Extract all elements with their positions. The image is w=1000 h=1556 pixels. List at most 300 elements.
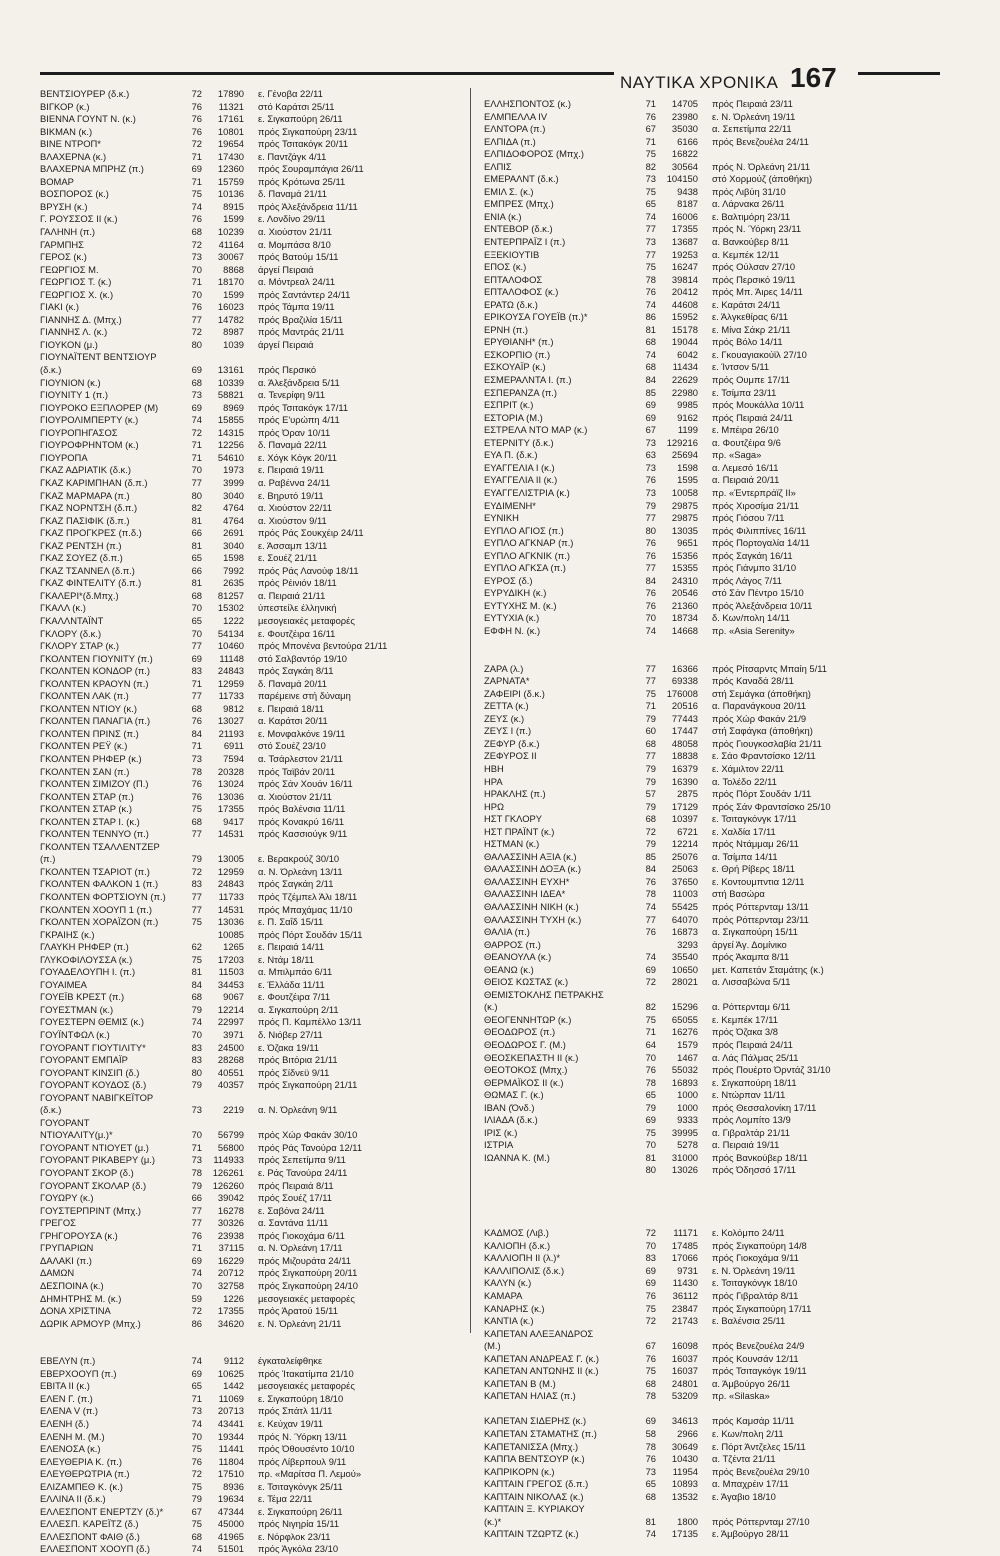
tonnage: 16037 [671,1365,698,1377]
ship-name: ΕΡΝΗ (π.) [484,323,528,335]
tonnage: 16006 [671,210,698,222]
build-year: 62 [191,941,202,953]
ship-name: ΕΛΛΕΣΠΟΝΤ ΦΑΙΘ (δ.) [40,1530,140,1542]
position: ε. Μονφαλκόνε 19/11 [258,727,346,739]
ship-name [484,1202,632,1215]
position: πρός Πόρτ Σουδάν 1/11 [712,788,812,800]
build-year: 86 [191,1317,202,1329]
tonnage: 23938 [217,1229,244,1241]
ship-entry [40,1493,445,1506]
position: πρός Άρατού 15/11 [258,1305,338,1317]
position: ε. Ν. Όρλεάνη 21/11 [258,1317,342,1329]
tonnage: 31000 [671,1151,698,1163]
position: πρός Άκαμπα 8/11 [712,951,790,963]
build-year: 74 [645,951,656,963]
ship-name: ΕΥΠΛΟ ΑΓΙΟΣ (π.) [484,524,564,536]
position: πρός Μπ. Άιρες 14/11 [712,286,803,298]
position: άργεί Πειραιά [258,338,314,350]
position: δ. Νιόβερ 27/11 [258,1029,323,1041]
tonnage: 17129 [671,800,698,812]
ship-entry [484,964,944,977]
ship-name: ΓΚΑΛΛΝΤΑΪΝΤ [40,614,104,626]
build-year: 74 [645,210,656,222]
position: πρός Φιλιππίνες 16/11 [712,524,807,536]
ship-entry [40,565,445,578]
ship-entry [40,1330,445,1343]
tonnage: 16390 [671,775,698,787]
ship-name: ΚΑΛΥΝ (κ.) [484,1277,532,1289]
position: πρός Σουέζ 17/11 [258,1192,332,1204]
ship-name: ΕΝΤΕΡΠΡΑΪΖ Ι (π.) [484,236,566,248]
build-year: 79 [645,499,656,511]
tonnage: 1579 [677,1039,698,1051]
ship-entry [40,954,445,967]
build-year [632,939,656,952]
build-year [176,1343,202,1356]
ship-name: ΚΑΠΤΑΙΝ ΝΙΚΟΛΑΣ (κ.) [484,1490,584,1502]
tonnage: 11434 [672,361,698,373]
position: ε. Κολόμπο 24/11 [712,1227,785,1239]
tonnage: 10136 [217,188,244,200]
tonnage: 10625 [217,1367,244,1379]
build-year: 84 [191,978,202,990]
build-year: 83 [645,1252,656,1264]
ship-name: ΘΕΟΓΕΝΝΗΤΩΡ (κ.) [484,1013,572,1025]
position: πρός Γιβραλτάρ 8/11 [712,1289,799,1301]
build-year: 70 [191,263,202,275]
build-year: 69 [645,399,656,411]
position: στό Σάν Πέντρο 15/10 [712,587,804,599]
tonnage: 39995 [671,1126,698,1138]
ship-name: ΕΛΠΙΔΟΦΟΡΟΣ (Μπχ.) [484,148,585,160]
build-year [176,351,202,364]
ship-name: ΙΛΙΑΔΑ (δ.κ.) [484,1114,538,1126]
tonnage: 1222 [223,614,244,626]
ship-entry [484,713,944,726]
ship-name: ΕΥΑΓΓΕΛΙΑ ΙΙ (κ.) [484,474,558,486]
tonnage: 16366 [671,662,698,674]
ship-entry [484,1315,944,1328]
tonnage: 9333 [677,1114,698,1126]
build-year: 78 [645,1390,656,1402]
ship-name: ΓΚΟΛΝΤΕΝ ΤΕΝΝΥΟ (π.) [40,828,149,840]
tonnage: 8868 [223,263,244,275]
ship-entry [484,1441,944,1454]
build-year: 69 [191,401,202,413]
build-year: 76 [191,301,202,313]
ship-name: ΓΙΑΚΙ (κ.) [40,301,80,313]
ship-name: ΒΛΑΧΕΡΝΑ (κ.) [40,150,107,162]
position [244,1092,258,1105]
tonnage: 48058 [671,737,698,749]
ship-entry [484,525,944,538]
ship-entry [484,989,944,1002]
position: μεσογειακές μεταφορές [258,614,355,626]
build-year: 73 [645,173,656,185]
position: α. Ραβέννα 24/11 [258,476,331,488]
build-year: 78 [645,1076,656,1088]
build-year: 75 [191,1518,202,1530]
build-year: 73 [645,1465,656,1477]
tonnage: 25076 [671,850,698,862]
build-year: 60 [645,725,656,737]
tonnage: 11069 [218,1392,244,1404]
ship-name: ΓΚΟΛΝΤΕΝ ΧΟΡΑΪΖΟΝ (π.) [40,916,159,928]
tonnage: 16822 [671,148,698,160]
ship-entry [40,1092,445,1105]
ship-name: ΓΕΩΡΓΙΟΣ Τ. (κ.) [40,276,112,288]
right-column-list [484,98,944,1541]
tonnage: 16873 [671,926,698,938]
tonnage: 13026 [671,1164,698,1176]
ship-name: ΚΑΠΕΤΑΝΙΣΣΑ (Μπχ.) [484,1440,579,1452]
build-year: 68 [191,376,202,388]
position: α. Χιούστον 21/11 [258,226,332,238]
build-year: 75 [645,1126,656,1138]
ship-entry [40,766,445,779]
ship-entry [484,374,944,387]
ship-name: ΓΚΑΖ ΦΙΝΤΕΛΙΤΥ (δ.π.) [40,577,142,589]
tonnage: 22629 [671,374,698,386]
tonnage: 18170 [217,276,244,288]
ship-name: ΓΚΟΛΝΤΕΝ ΠΡΙΝΣ (π.) [40,727,139,739]
build-year: 74 [191,200,202,212]
tonnage: 69338 [671,675,698,687]
position: πρός Χώρ Φακάν 30/10 [258,1129,358,1141]
ship-entry [484,650,944,663]
ship-entry [484,286,944,299]
position: πρός Βιτόρια 21/11 [258,1054,338,1066]
ship-name: (δ.κ.) [40,1104,62,1116]
ship-entry [40,665,445,678]
build-year: 71 [191,677,202,689]
ship-entry [484,1227,944,1240]
tonnage: 15759 [217,175,244,187]
build-year: 76 [191,125,202,137]
ship-entry [40,904,445,917]
ship-entry [40,427,445,440]
tonnage: 19044 [671,336,698,348]
position: α. Ρόττερνταμ 6/11 [712,1001,791,1013]
tonnage: 16098 [671,1340,698,1352]
ship-name: ΓΑΡΜΠΗΣ [40,238,84,250]
tonnage: 34613 [671,1415,698,1427]
tonnage: 20516 [671,700,698,712]
tonnage: 6911 [223,740,244,752]
ship-entry [484,1516,944,1529]
position: ε. Σουέζ 21/11 [258,552,318,564]
position: πρός Σιγκαπούρη 24/10 [258,1279,358,1291]
position: πρός Μπαχάμας 11/10 [258,903,353,915]
build-year: 78 [645,1440,656,1452]
build-year: 68 [191,1530,202,1542]
ship-name: ΕΤΕΡΝΙΤΥ (δ.κ.) [484,436,554,448]
build-year: 79 [191,1003,202,1015]
ship-entry [40,1267,445,1280]
ship-name: ΚΑΠΕΤΑΝ ΣΙΔΕΡΗΣ (κ.) [484,1415,587,1427]
tonnage: 11503 [218,966,244,978]
ship-name: ΖΕΥΣ Ι (π.) [484,725,532,737]
ship-name: ΕΣΠΕΡΑΝΖΑ (π.) [484,386,558,398]
ship-entry [484,136,944,149]
build-year: 81 [191,966,202,978]
build-year: 79 [645,800,656,812]
build-year: 77 [645,675,656,687]
build-year: 71 [191,1392,202,1404]
tonnage: 4764 [223,502,244,514]
tonnage: 13036 [217,790,244,802]
tonnage [656,650,698,663]
build-year: 67 [645,1340,656,1352]
ship-entry [40,301,445,314]
position: στή Βασώρα [712,888,765,900]
build-year: 71 [645,1026,656,1038]
position: πρός Ρόττερνταμ 23/11 [712,913,809,925]
tonnage: 14531 [217,903,244,915]
build-year: 85 [645,850,656,862]
position: πρός Γιάνμπο 31/10 [712,562,797,574]
ship-name: ΚΑΠΕΤΑΝ ΑΝΔΡΕΑΣ Γ. (κ.) [484,1352,599,1364]
position: α. Χιούστον 21/11 [258,790,332,802]
position: ε. Σαβόνα 24/11 [258,1204,325,1216]
tonnage: 11321 [218,100,244,112]
ship-name: ΙΡΙΣ (κ.) [484,1126,518,1138]
ship-name: ΕΥΤΥΧΙΑ (κ.) [484,612,540,624]
position: πρός Ταϊβάν 20/11 [258,765,336,777]
ship-entry [484,888,944,901]
build-year: 68 [191,226,202,238]
tonnage [656,1503,698,1516]
ship-entry [40,515,445,528]
tonnage: 1226 [223,1292,244,1304]
ship-entry [484,487,944,500]
ship-entry [40,816,445,829]
ship-name: ΕΜΠΡΕΣ (Μπχ.) [484,198,554,210]
ship-entry [40,1431,445,1444]
ship-entry [40,828,445,841]
tonnage: 18734 [671,612,698,624]
position: ε. Άγαβιο 18/10 [712,1490,776,1502]
build-year: 82 [191,502,202,514]
build-year: 77 [191,903,202,915]
build-year: 84 [191,727,202,739]
tonnage: 22997 [217,1016,244,1028]
tonnage: 8987 [223,326,244,338]
tonnage: 9985 [677,399,698,411]
ship-name: ΖΕΥΣ (κ.) [484,712,525,724]
tonnage: 1595 [677,474,698,486]
position: πρός Πειραιά 24/11 [712,411,793,423]
tonnage [656,1177,698,1190]
build-year: 70 [645,1239,656,1251]
build-year: 77 [191,891,202,902]
ship-name: (κ.) [484,1001,498,1013]
ship-name: ΕΡΙΚΟΥΣΑ ΓΟΥΕΪΒ (π.)* [484,311,588,323]
build-year: 68 [645,336,656,348]
ship-name: ΓΕΩΡΓΙΟΣ Μ. [40,263,99,275]
position: πρός Γιόσου 7/11 [712,512,785,524]
ship-entry [40,477,445,490]
position: πρός Μιζουράτα 24/11 [258,1254,351,1266]
ship-entry [484,1152,944,1165]
ship-entry [484,587,944,600]
tonnage: 1000 [677,1101,698,1113]
ship-name: ΓΚΑΖ ΜΑΡΜΑΡΑ (π.) [40,489,130,501]
ship-name: ΘΑΛΙΑ (π.) [484,926,530,938]
tonnage: 2691 [223,527,244,539]
position: ε. Μίνα Σάκρ 21/11 [712,323,791,335]
ship-entry [484,1114,944,1127]
ship-entry [40,1054,445,1067]
ship-name: ΒΙΕΝΝΑ ΓΟΥΝΤ Ν. (κ.) [40,113,136,125]
build-year: 72 [191,238,202,250]
tonnage: 126261 [212,1167,244,1179]
tonnage: 1800 [677,1515,698,1527]
position: πρός Ράς Σουκχέιρ 24/11 [258,527,364,539]
position: ε. Χαλδία 17/11 [712,825,776,837]
build-year: 65 [191,1380,202,1392]
tonnage: 30326 [217,1217,244,1229]
ship-name: ΒΙΚΜΑΝ (κ.) [40,125,93,137]
tonnage: 1467 [677,1051,698,1063]
build-year: 68 [191,589,202,601]
build-year: 70 [191,464,202,476]
tonnage: 37650 [671,875,698,887]
build-year: 83 [191,878,202,890]
ship-name: ΕΛΕΥΘΕΡΙΑ Κ. (π.) [40,1455,123,1467]
build-year: 76 [191,778,202,790]
ship-name: ΚΑΜΑΡΑ [484,1289,523,1301]
position: πρός Ρόττερνταμ 13/11 [712,901,809,912]
ship-entry [40,1217,445,1230]
tonnage: 22980 [671,386,698,398]
position: πρός Γιοκοχάμα 6/11 [258,1229,345,1241]
build-year: 75 [645,148,656,160]
ship-entry [484,1077,944,1090]
ship-name: ΚΑΠΕΤΑΝ ΗΛΙΑΣ (π.) [484,1390,576,1402]
build-year: 77 [645,512,656,524]
ship-name: ΘΑΛΑΣΣΙΝΗ ΑΞΙΑ (κ.) [484,850,577,862]
ship-entry [40,1029,445,1042]
build-year: 73 [191,1405,202,1417]
position: πρός Σαγκάη 16/11 [712,549,793,561]
build-year: 73 [645,486,656,498]
position: στό Χορμούζ (άποθήκη) [712,173,813,185]
build-year: 77 [645,913,656,925]
build-year: 76 [645,926,656,938]
ship-entry [40,1042,445,1055]
ship-entry [40,966,445,979]
ship-entry [40,1230,445,1243]
tonnage: 16278 [217,1204,244,1216]
tonnage: 3971 [223,1029,244,1041]
ship-entry [484,851,944,864]
ship-name: ΚΑΠΕΤΑΝ ΑΝΤΩΝΗΣ ΙΙ (κ.) [484,1365,599,1377]
position: πρ. «Έντερπράϊζ ΙΙ» [712,486,796,498]
tonnage: 44608 [671,298,698,310]
ship-name [484,1190,632,1203]
ship-name: ΘΑΛΑΣΣΙΝΗ ΕΥΧΗ* [484,875,570,887]
tonnage: 1199 [677,424,698,436]
ship-name: (π.) [40,853,56,865]
ship-entry [40,339,445,352]
build-year: 77 [191,476,202,488]
ship-entry [40,853,445,866]
build-year: 72 [645,976,656,988]
position: ε. Βαλένσια 25/11 [712,1315,786,1327]
build-year: 72 [645,1227,656,1239]
ship-entry [40,1355,445,1368]
tonnage: 10430 [671,1453,698,1465]
ship-entry [484,575,944,588]
build-year: 70 [191,1279,202,1291]
build-year: 69 [645,411,656,423]
ship-name: ΓΟΥΟΡΑΝΤ ΡΙΚΑΒΕΡΥ (μ.) [40,1154,155,1166]
build-year: 71 [191,175,202,187]
position: δ. Κων/πολη 14/11 [712,612,790,624]
build-year: 84 [645,574,656,586]
position: ε. Κων/πολη 2/11 [712,1427,784,1439]
position: ε. Άμβούργο 28/11 [712,1528,789,1540]
tonnage: 36112 [672,1289,698,1301]
build-year: 65 [645,1089,656,1101]
tonnage: 15302 [217,602,244,614]
ship-entry [40,929,445,942]
build-year: 73 [645,461,656,473]
build-year: 74 [645,1528,656,1540]
build-year [176,1117,202,1130]
position: α. Σιγκαπούρη 15/11 [712,926,798,938]
tonnage: 6042 [677,348,698,360]
ship-entry [484,462,944,475]
tonnage: 11733 [218,891,244,902]
tonnage [202,351,244,364]
position: δ. Παναμά 21/11 [258,188,327,200]
ship-name: ΕΥΑ Π. (δ.κ.) [484,449,538,461]
tonnage: 30067 [217,251,244,263]
position [698,1190,712,1203]
ship-entry [484,1415,944,1428]
position: ε. Όζακα 19/11 [258,1041,319,1053]
ship-entry [40,226,445,239]
ship-name: ΕΡΑΤΩ (δ.κ.) [484,298,538,310]
ship-entry [40,113,445,126]
build-year: 74 [191,1016,202,1028]
ship-entry [40,615,445,628]
ship-entry [40,1368,445,1381]
ship-entry [40,891,445,904]
position: πρός Ίτακατίμπα 21/10 [258,1367,354,1379]
tonnage: 13687 [671,236,698,248]
build-year: 72 [191,1468,202,1480]
tonnage: 21360 [671,599,698,611]
position: α. Τενερίφη 9/11 [258,389,326,401]
position: ε. Έλλάδα 11/11 [258,978,325,990]
tonnage: 45000 [217,1518,244,1530]
position: πρ. «Saga» [712,449,762,461]
position: πρός Γιοκοχάμα 9/11 [712,1252,799,1264]
ship-name: ΕΣΠΡΙΤ (κ.) [484,399,534,411]
build-year: 67 [191,1505,202,1517]
tonnage: 55425 [671,901,698,912]
ship-entry [484,1303,944,1316]
ship-name: ΒΙΝΕ ΝΤΡΟΠ* [40,138,101,150]
ship-name: ΕΛΛΕΣΠ. ΚΑΡΕΪΤΖ (δ.) [40,1518,139,1530]
tonnage: 3293 [677,938,698,950]
ship-entry [40,552,445,565]
ship-name: ΔΕΣΠΟΙΝΑ (κ.) [40,1279,104,1291]
build-year: 58 [645,1427,656,1439]
